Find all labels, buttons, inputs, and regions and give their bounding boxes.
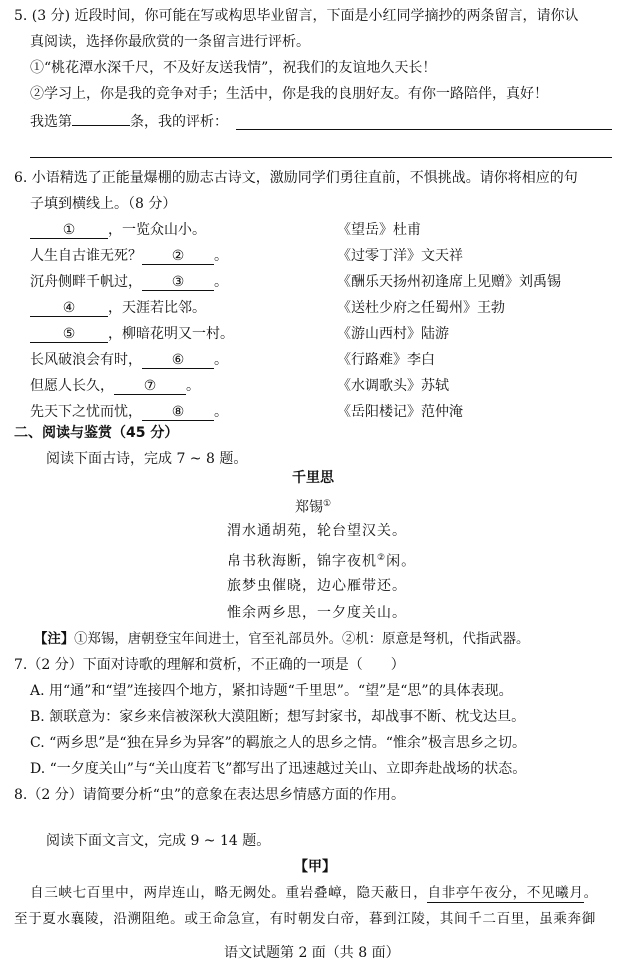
reading-label: 【甲】	[294, 859, 336, 875]
page-footer: 语文试题第 2 面（共 8 面）	[224, 945, 400, 961]
q6-item-row	[30, 298, 206, 318]
q5-stem-line2: 真阅读，选择你最欣赏的一条留言进行评析。	[30, 34, 310, 50]
q6-item-source: 《行路难》李白	[337, 352, 435, 368]
q6-item-source: 《望岳》杜甫	[337, 222, 421, 238]
q6-item-suffix: 。	[214, 274, 228, 290]
q5-option-1: ①“桃花潭水深千尺，不及好友送我情”，祝我们的友谊地久天长！	[30, 60, 437, 76]
q7-stem: 7.（2 分）下面对诗歌的理解和赏析，不正确的一项是（ ）	[14, 657, 405, 673]
q6-item-row	[30, 272, 228, 292]
q6-item-row	[30, 220, 206, 240]
q6-item-suffix: 。	[214, 404, 228, 420]
reading-line-1-part-a: 自三峡七百里中，两岸连山，略无阙处。重岩叠嶂，隐天蔽日，	[30, 885, 428, 901]
q7-option-a: A. 用“通”和“望”连接四个地方，紧扣诗题“千里思”。“望”是“思”的具体表现。	[30, 683, 513, 699]
q6-item-row	[30, 402, 228, 422]
q6-item-source: 《岳阳楼记》范仲淹	[337, 404, 463, 420]
q6-item-row	[30, 350, 228, 370]
reading-line-1-end: 。	[583, 885, 598, 901]
poem-note-text: ①郑锡，唐朝登宝年间进士，官至礼部员外。②机：原意是弩机，代指武器。	[74, 632, 530, 647]
q5-answer-rule-2[interactable]	[30, 157, 612, 158]
q6-answer-blank[interactable]: ④	[30, 300, 108, 317]
q5-choice-blank[interactable]	[72, 125, 130, 126]
q5-answer-mid: 条，我的评析：	[130, 114, 228, 130]
poem-author-note: ①	[323, 499, 332, 509]
q6-item-source: 《过零丁洋》文天祥	[337, 248, 463, 264]
q6-item-row	[30, 376, 200, 396]
q5-answer-line	[30, 112, 228, 132]
q6-answer-blank[interactable]: ⑤	[30, 326, 108, 343]
poem-line-4: 惟余两乡思，一夕度关山。	[227, 605, 407, 621]
q6-answer-blank[interactable]: ①	[30, 222, 108, 239]
q7-option-c: C. “两乡思”是“独在异乡为异客”的羁旅之人的思乡之情。“惟余”极言思乡之切。	[30, 735, 527, 751]
q6-item-row	[30, 324, 234, 344]
q6-item-source: 《水调歌头》苏轼	[337, 378, 449, 394]
q6-item-suffix: ，柳暗花明又一村。	[108, 326, 234, 342]
q6-item-source: 《酬乐天扬州初逢席上见赠》刘禹锡	[337, 274, 561, 290]
q5-option-2: ②学习上，你是我的竞争对手；生活中，你是我的良朋好友。有你一路陪伴，真好！	[30, 86, 548, 102]
reading-line-1-underlined: 自非亭午夜分，不见曦月	[427, 885, 584, 901]
poem-line-2-text: 帛书秋海断，锦字夜机	[227, 553, 377, 570]
reading-intro: 阅读下面文言文，完成 9 ~ 14 题。	[46, 833, 271, 849]
q6-answer-blank[interactable]: ⑧	[142, 404, 214, 421]
q7-option-d: D. “一夕度关山”与“关山度若飞”都写出了迅速越过关山、立即奔赴战场的状态。	[30, 761, 527, 777]
q6-answer-blank[interactable]: ⑥	[142, 352, 214, 369]
q6-item-suffix: 。	[214, 352, 228, 368]
reading-line-1	[30, 883, 598, 903]
q6-item-source: 《送杜少府之任蜀州》王勃	[337, 300, 505, 316]
poem-author-name: 郑锡	[295, 499, 323, 516]
poem-line-3: 旅梦虫催晓，边心雁带还。	[227, 578, 407, 594]
q6-item-suffix: ，天涯若比邻。	[108, 300, 206, 316]
q7-option-b: B. 颔联意为：家乡来信被深秋大漠阻断；想写封家书，却战事不断、枕戈达旦。	[30, 709, 526, 725]
poem-line-2-note: ②	[377, 553, 387, 563]
poem-note	[34, 629, 529, 649]
q6-item-suffix: 。	[186, 378, 200, 394]
q6-stem-line1: 6. 小语精选了正能量爆棚的励志古诗文，激励同学们勇往直前，不惧挑战。请你将相应的句	[14, 170, 578, 186]
section2-intro: 阅读下面古诗，完成 7 ~ 8 题。	[46, 451, 248, 467]
q6-item-suffix: ，一览众山小。	[108, 222, 206, 238]
q6-item-prefix: 长风破浪会有时，	[30, 352, 142, 368]
q6-answer-blank[interactable]: ⑦	[114, 378, 186, 395]
q5-answer-prefix: 我选第	[30, 114, 72, 130]
q6-item-prefix: 但愿人长久，	[30, 378, 114, 394]
reading-line-2: 至于夏水襄陵，沿溯阻绝。或王命急宣，有时朝发白帝，暮到江陵，其间千二百里，虽乘奔御	[14, 911, 596, 927]
q6-answer-blank[interactable]: ②	[142, 248, 214, 265]
q5-answer-rule-1[interactable]	[236, 129, 612, 130]
section2-heading: 二、阅读与鉴赏（45 分）	[14, 425, 179, 441]
poem-line-2-end: 闲。	[386, 553, 417, 570]
q6-item-suffix: 。	[214, 248, 228, 264]
poem-line-1: 渭水通胡苑，轮台望汉关。	[227, 523, 407, 539]
q6-item-prefix: 先天下之忧而忧，	[30, 404, 142, 420]
q6-stem-line2: 子填到横线上。（8 分）	[30, 196, 177, 212]
q5-stem-line1: 5. (3 分) 近段时间，你可能在写或构思毕业留言，下面是小红同学摘抄的两条留言，请你认	[14, 8, 579, 24]
poem-author	[295, 494, 331, 514]
q6-item-row	[30, 246, 228, 266]
q8-stem: 8.（2 分）请简要分析“虫”的意象在表达思乡情感方面的作用。	[14, 787, 406, 803]
poem-title: 千里思	[292, 470, 334, 486]
q6-item-prefix: 人生自古谁无死？	[30, 248, 142, 264]
q6-item-prefix: 沉舟侧畔千帆过，	[30, 274, 142, 290]
q6-answer-blank[interactable]: ③	[142, 274, 214, 291]
q6-item-source: 《游山西村》陆游	[337, 326, 449, 342]
poem-line-2	[227, 548, 416, 568]
poem-note-label: 【注】	[34, 631, 75, 647]
